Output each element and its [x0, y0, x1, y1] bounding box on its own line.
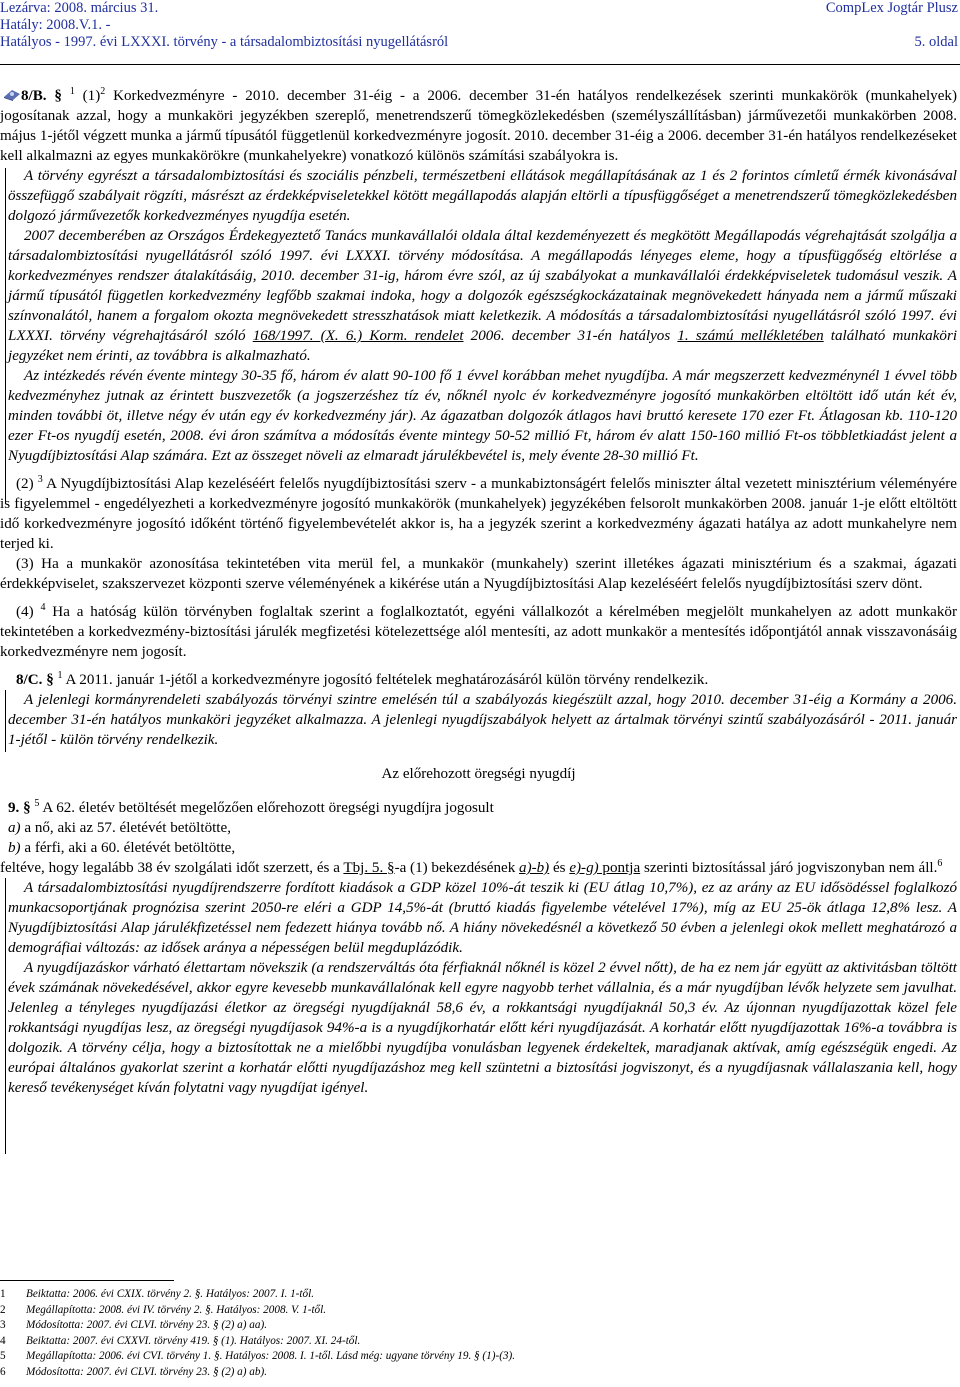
section-9-point-b: b) a férfi, aki a 60. életévét betöltötte,: [8, 840, 236, 856]
section-8b-label: 8/B. §: [21, 88, 62, 104]
section-8c: 8/C. § $^1$ A 2011. január 1-jétől a korkedvezményre jogosító feltételek meghatározásáról külön törvény rendelkezik.: [16, 669, 709, 688]
header-hataly: Hatály: 2008.V.1. -: [0, 17, 111, 33]
commentary-9-1: A társadalombiztosítási nyugdíjrendszerre fordított kiadások a GDP közel 10%-át teszik ki (EU átlag 10,7%), ez az arány az EU idősödéssel foglalkozó munkacsoportjának prognózisa szerint 2050-re eléri a GDP 14,5%-át (bruttó kiadás figyelembe vételével 17%), míg az EU 25-ök átlaga 12,8% lesz. A Nyugdíjbiztosítási Alap járulékfizetéssel nem fedezett hiánya tovább nő. A hiány növekedésnél a következő 50 évben a jelenlegi okok mellett meghatározó a demográfiai változás: az idősek aránya a népességen belül megduplázódik.: [8, 880, 957, 956]
commentary-8b-2: 2007 decemberében az Országos Érdekegyeztető Tanács munkavállalói oldala által kezdeményezett és megkötött Megállapodás végrehajtását szolgálja a társadalombiztosítási nyugellátásról szóló 1997. évi LXXXI. törvény módosítása. A megállapodás lényeges eleme, hogy a típusfüggőség eltörlése a korkedvezményes rendszer átalakításáig, 2010. december 31-ig, három évre szól, az új szabályokat a munkavállalói érdekképviseletek tudomásul veszik. A jármű típusától független korkedvezmény legfőbb szakmai indoka, hogy a dolgozók egészségkockázatainak megnövekedett hányada nem a jármű műszaki színvonalától, hanem a forgalom okozta megnövekedett stresszhatások miatt keletkezik. A módosítás a társadalombiztosítási nyugellátásról szóló 1997. évi LXXXI. törvény végrehajtásáról szóló 168/1997. (X. 6.) Korm. rendelet 2006. december 31-én hatályos 1. számú mellékletében található munkaköri jegyzéket nem érinti, az továbbra is alkalmazható.: [8, 228, 958, 364]
commentary-8c: A jelenlegi kormányrendeleti szabályozás törvényi szintre emelésén túl a szabályozás kiegészült azzal, hogy 2010. december 31-éig a Kormány a 2006. december 31-én hatályos munkaköri jegyzéket alkalmazza. A jelenlegi nyugdíjszabályok helyett az ártalmak törvényi szintű szabályozásáról - 2011. január 1-jétől - külön törvény rendelkezik.: [8, 692, 957, 748]
commentary-margin-line-9: [5, 878, 6, 1154]
commentary-8b-3: Az intézkedés révén évente mintegy 30-35 fő, három év alatt 90-100 fő 1 évvel korábban mehet nyugdíjba. A már megszerzett kedvezménynél 1 évvel több kedvezményhez jutnak az érintett buszvezetők (a jogszerzéshez tíz év, nőknél nyolc év korkedvezményre jogosító munkakörben eltöltött idő után két év, minden további öt, illetve négy év után egy év korkedvezmény jár). Az ágazatban dolgozók átlagos havi bruttó keresete 170 ezer Ft. Átlagosan kb. 110-120 ezer Ft-os nyugdíj esetén, 2008. évi áron számítva a módosítás évente mintegy 50-52 millió Ft, három év alatt 150-160 millió Ft-os többletkiadást jelent a Nyugdíjbiztosítási Alap számára. Ezt az összeget növeli az elmaradt járulékbevétel is, mely évente 28-30 millió Ft.: [8, 368, 957, 464]
footnotes: [0, 1287, 960, 1380]
header-page-number: 5. oldal: [914, 34, 958, 50]
footnote-2: 2 Megállapította: 2008. évi IV. törvény 2. §. Hatályos: 2008. V. 1-től.: [0, 1303, 327, 1316]
commentary-block-9: [8, 878, 957, 1098]
footnote-ref-1b[interactable]: 1: [57, 669, 63, 681]
header-lezarva: Lezárva: 2008. március 31.: [0, 0, 159, 16]
section-8b-paragraph-2: (2) $^3$ A Nyugdíjbiztosítási Alap kezeléséért felelős nyugdíjbiztosítási szerv - a munkabiztonságért felelős miniszter által vezetett minisztérium véleményére is figyelemmel - engedélyezheti a korkedvezményre jogosító munkakörök (munkahelyek) jegyzékében felsorolt munkakörben 2008. január 1-je előtt eltöltött idő korkedvezményre jogosító időként történő figyelembevételét akkor is, ha a jegyzék szerint a korkedvezmény ágazati hatálya az adott munkahelyre nem terjed ki.: [0, 473, 957, 552]
link-korm-rendelet[interactable]: 168/1997. (X. 6.) Korm. rendelet: [252, 328, 464, 344]
commentary-9-2: A nyugdíjazáskor várható élettartam növekszik (a rendszerváltás óta férfiaknál nőknél is közel 2 évvel nőtt), de ha ez nem jár együtt az aktivitásban töltött évek számának növekedésével, akkor egyre kevesebb munkavállalónak kell egyre nagyobb terhet vállalnia, és a már nyugdíjban lévők helyzete sem javulhat. Jelenleg a tényleges nyugdíjazási életkor az öregségi nyugdíjaknál 58,6 év, a rokkantsági nyugdíjaknál 50,3 év. Az újonnan nyugdíjazottak közel fele rokkantsági nyugdíjas lesz, az öregségi nyugdíjasok 94%-a is a nyugdíjkorhatár előtt kéri nyugdíjazását. A korhatár előtt nyugdíjazottak 16%-a továbbra is dolgozik. A törvény célja, hogy a biztosítottak ne a mielőbbi nyugdíjba vonulásban legyenek érdekeltek, maradjanak aktívak, amíg egészségük engedi. Az európai általános gyakorlat szerint a korhatár előtti nyugdíjazáshoz meg kell szüntetni a biztosítási jogviszonyt, és a nyugdíjasnak vállalaszania kell, hogy kereső tevékenységet kíván folytatni vagy nyugdíjat igényel.: [8, 960, 957, 1096]
commentary-margin-line-8c: [5, 690, 6, 752]
link-melleklet[interactable]: 1. számú mellékletében: [677, 328, 824, 344]
commentary-8b-1: A törvény egyrészt a társadalombiztosítási és szociális pénzbeli, természetbeni ellátások megállapításának az 1 és 2 forintos címletű érmék kivonásával összefüggő szabályait rögzíti, másrészt az érdekképviseletekkel kötött megállapodás alapján eltörli a típusfüggőséget a menetrendszerű tömegközlekedésben dolgozó járművezetők korkedvezményes nyugdíja esetén.: [8, 168, 957, 224]
header-app-name: CompLex Jogtár Plusz: [825, 0, 958, 16]
footnote-ref-2[interactable]: 2: [100, 85, 106, 97]
commentary-block-8b: [8, 166, 957, 466]
section-9-point-a: a) a nő, aki az 57. életévét betöltötte,: [8, 820, 231, 836]
law-section-icon[interactable]: [3, 87, 21, 100]
link-e-g-pontja[interactable]: e)-g) pontja: [569, 860, 641, 876]
footnote-ref-6[interactable]: 6: [937, 857, 943, 869]
header-doc-title: Hatályos - 1997. évi LXXXI. törvény - a társadalombiztosítási nyugellátásról: [0, 34, 449, 50]
header-rule: [0, 64, 960, 65]
document-body: [0, 86, 957, 1098]
link-a-b[interactable]: a)-b): [519, 860, 550, 876]
commentary-margin-line: [5, 168, 6, 502]
commentary-block-8c: [8, 690, 957, 750]
section-8b-paragraph-4: (4) $^4$ Ha a hatóság külön törvényben foglaltak szerint a foglalkoztatót, egyéni vállalkozót a kérelmében megjelölt munkahelyen az adott munkakör tekintetében a korkedvezmény-biztosítási járulék megfizetési kötelezettsége alól mentesíti, az adott munkakör a mentesítés időpontjától annak visszavonásáig korkedvezményre nem jogosít.: [0, 601, 957, 660]
footnote-3: 3 Módosította: 2007. évi CLVI. törvény 23. § (2) a) aa).: [0, 1319, 268, 1331]
footnote-ref-5[interactable]: 5: [34, 797, 40, 809]
footnote-ref-1[interactable]: 1: [69, 85, 75, 97]
section-9-condition: feltéve, hogy legalább 38 év szolgálati időt szerzett, és a Tbj. 5. §-a (1) bekezdésének a)-b) és e)-g) pontja szerinti biztosítással járó jogviszonyban nem áll.$^6$: [0, 857, 943, 876]
footnote-6: 6 Módosította: 2007. évi CLVI. törvény 23. § (2) a) ab).: [0, 1365, 268, 1378]
section-9-intro: 9. § $^5$ A 62. életév betöltését megelőzően előrehozott öregségi nyugdíjra jogosult: [8, 797, 494, 816]
footnote-5: 5 Megállapította: 2006. évi CVI. törvény 1. §. Hatályos: 2008. I. 1-től. Lásd még: ugyane törvény 19. § (1)-(3).: [0, 1350, 516, 1362]
link-tbj-5[interactable]: Tbj. 5. §: [343, 860, 395, 876]
footnote-4: 4 Beiktatta: 2007. évi CXXVI. törvény 419. § (1). Hatályos: 2007. XI. 24-től.: [0, 1334, 361, 1347]
section-9-label: 9. §: [8, 800, 31, 816]
section-8b-paragraph-1: 8/B. § $^1$ $(1)^2$ Korkedvezményre - 2010. december 31-éig - a 2006. december 31-én hatályos rendelkezések szerinti munkakörök (munkahelyek) jogosítanak azzal, hogy a munkaköri jegyzékben szereplő, menetrendszerű tömegközlekedésben (személyszállításban) járművezetői munkakörben 2008. május 1-jétől végzett munka a jármű típusától függetlenül korkedvezményre jogosít. 2010. december 31-éig a 2006. december 31-én hatályos rendelkezéseket kell alkalmazni az egyes munkakörökre (munkahelyekre) vonatkozó különös számítási szabályokra is.: [0, 85, 958, 164]
footnote-1: 1 Beiktatta: 2006. évi CXIX. törvény 2. §. Hatályos: 2007. I. 1-től.: [0, 1288, 315, 1300]
footnote-ref-3[interactable]: 3: [37, 473, 43, 485]
footnote-ref-4[interactable]: 4: [40, 601, 46, 613]
footnote-rule: [0, 1280, 174, 1281]
section-8b-paragraph-3: (3) Ha a munkakör azonosítása tekintetében vita merül fel, a munkakör (munkahely) szerint illetékes ágazati minisztérium és a szakmai, ágazati érdekképviselet, szakszervezet központi szerve véleményének a kikérése után a Nyugdíjbiztosítási Alap kezeléséért felelős nyugdíjbiztosítási szerv dönt.: [0, 556, 957, 592]
section-8c-label: 8/C. §: [16, 672, 54, 688]
section-heading: Az előrehozott öregségi nyugdíj: [381, 766, 576, 782]
